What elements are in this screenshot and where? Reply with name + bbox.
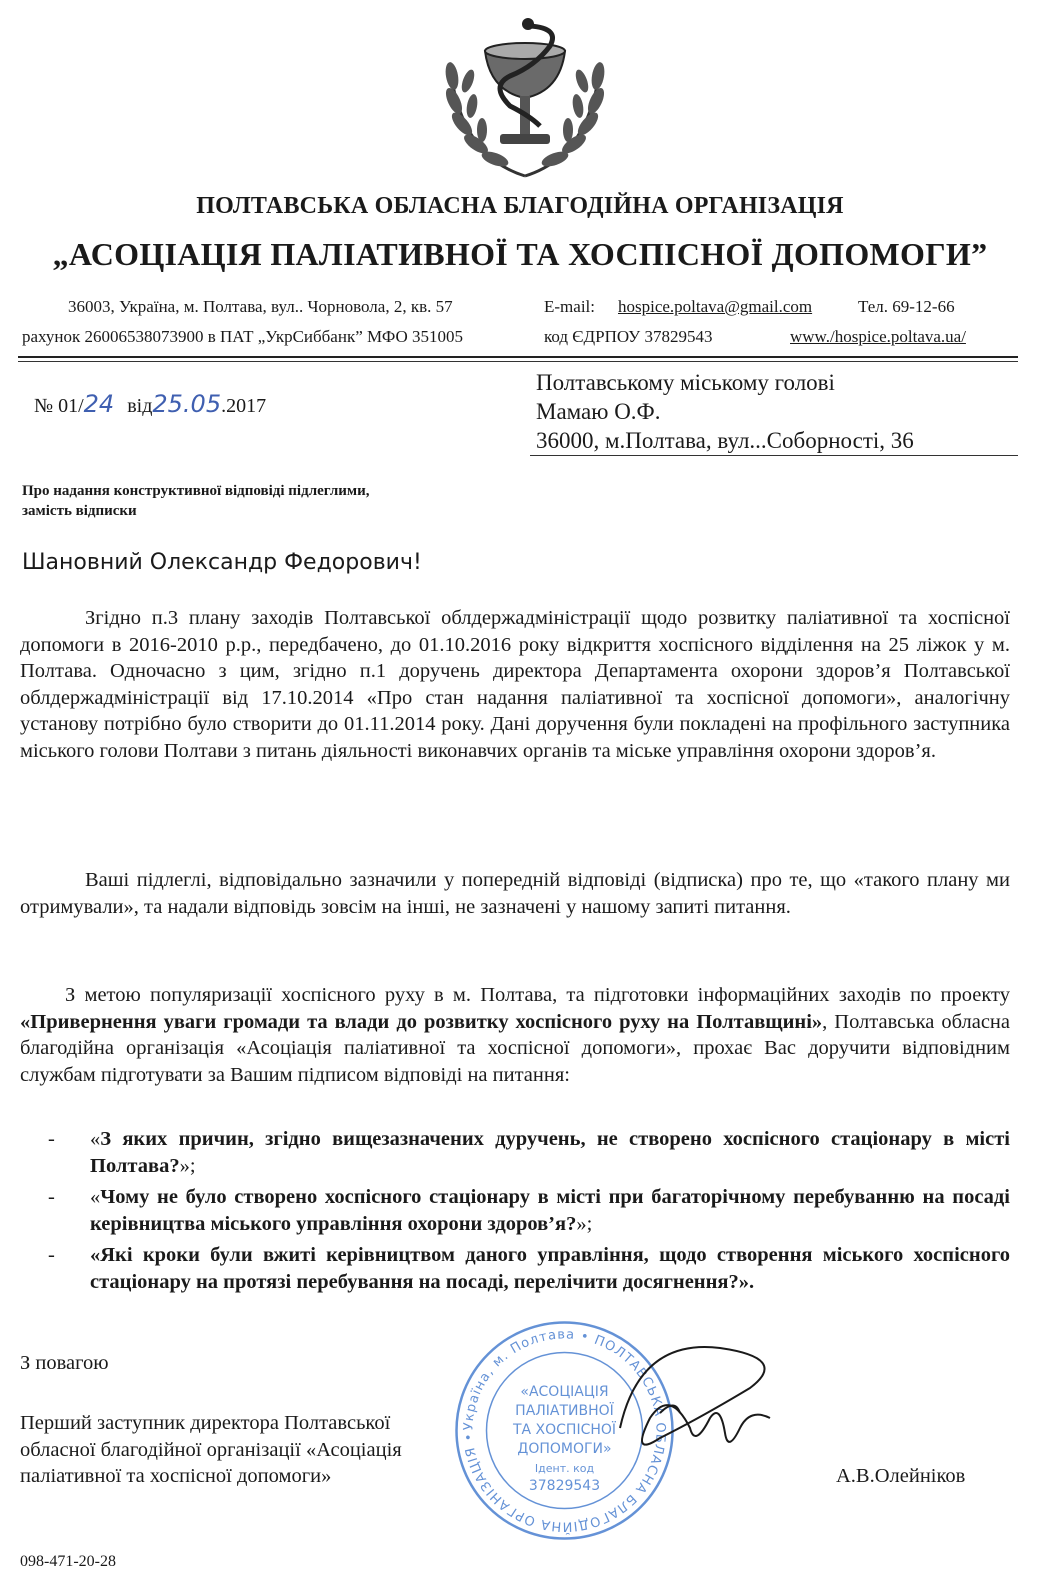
regards: З повагою [20,1352,109,1374]
quote-close: »; [576,1212,593,1235]
list-item [48,1184,1010,1237]
question-text: З яких причин, згідно вищезазначених дуручень, не створено хоспісного стаціонару в місті Полтава? [90,1128,1010,1177]
question-text: «Які кроки були вжиті керівництвом даного управління, щодо створення міського хоспісного стаціонару на протязі перебування на посаді, перелічити досягнення?». [90,1244,1010,1293]
handwritten-letter-number: 24 [83,390,115,418]
letter-number-prefix: № 01/ [34,395,84,417]
stamp-center-line2: ПАЛІАТИВНОЇ [515,1403,614,1419]
body-paragraph-3 [20,982,1010,1088]
email-label: E-mail: [544,297,595,316]
paragraph-3-request: , Полтавська обласна благодійна організація «Асоціація паліативної та хоспісної допомоги», прохає Вас доручити відповідним службам підготувати за Вашим підписом відповіді на питання: [20,1010,1010,1086]
subject-line2: замість відписки [22,503,137,519]
organization-name-line1: ПОЛТАВСЬКА ОБЛАСНА БЛАГОДІЙНА ОРГАНІЗАЦІЯ [196,193,844,219]
list-dash: - [48,1186,55,1208]
recipient-line2: Мамаю О.Ф. [536,399,661,424]
position-line3: паліативної та хоспісної допомоги» [20,1465,332,1487]
stamp-ring-text: Україна, м. Полтава • ПОЛТАВСЬКА ОБЛАСНА БЛАГОДІЙНА ОРГАНІЗАЦІЯ • [461,1327,668,1534]
recipient-underline [530,455,1018,456]
paragraph-1-text: Згідно п.3 плану заходів Полтавської облдержадміністрації щодо розвитку паліативної та хоспісної допомоги в 2016-2010 р.р., передбачено, до 01.10.2016 року відкриття хоспісного відділення на 25 ліжок у м. Полтава. Одночасно з цим, згідно п.1 доручень директора Департамента охорони здоров’я Полтавської облдержадміністрації від 17.10.2014 «Про стан надання паліативної та хоспісної допомоги», аналогічну установу потрібно було створити до 01.11.2014 року. Дані доручення були покладені на профільного заступника міського голови Полтави з питань діяльності виконавчих органів та міське управління охорони здоров’я. [20,607,1010,762]
bank-account: рахунок 26006538073900 в ПАТ „УкрСиббанк” МФО 351005 [22,327,464,346]
edrpou-code: код ЄДРПОУ 37829543 [544,327,713,346]
list-dash: - [48,1244,55,1266]
quote-close: »; [179,1154,196,1177]
quote-open: « [90,1128,101,1150]
stamp-center-line4: ДОПОМОГИ» [517,1441,612,1457]
stamp-center-line3: ТА ХОСПІСНОЇ [512,1422,617,1438]
recipient-line1: Полтавському міському голові [536,370,835,395]
subject-line1: Про надання конструктивної відповіді підлеглими, [22,483,370,499]
signer-name: А.В.Олейніков [836,1465,966,1487]
subject-block [22,481,369,521]
stamp-code-label: Ідент. код [534,1462,595,1475]
greeting: Шановний Олександр Федорович! [22,550,422,575]
signer-position-block [20,1410,402,1490]
footer-phone: 098-471-20-28 [20,1553,116,1570]
date-prefix: від [127,395,153,417]
bowl-of-hygieia-logo-icon [430,6,620,186]
list-item [48,1126,1010,1179]
email-link[interactable]: hospice.poltava@gmail.com [618,297,813,316]
recipient-line3: 36000, м.Полтава, вул...Соборності, 36 [536,428,914,453]
position-line2: обласної благодійної організації «Асоціація [20,1438,402,1461]
question-text: Чому не було створено хоспісного стаціонару в місті при багаторічному перебуванню на посаді керівництва міського управління охорони здоров’я? [90,1186,1010,1235]
list-item [48,1242,1010,1295]
questions-list [48,1126,1010,1300]
handwritten-date: 25.05 [152,390,222,418]
website-link[interactable]: www./hospice.poltava.ua/ [790,327,966,346]
letter-year: .2017 [221,395,267,417]
paragraph-3-intro: З метою популяризації хоспісного руху в м. Полтава, та підготовки інформаційних заходів по проекту [65,984,1010,1006]
paragraph-2-text: Ваші підлеглі, відповідально зазначили у попередній відповіді (відписка) про те, що «такого плану ми отримували», та надали відповідь зовсім на інші, не зазначені у нашому запиті питання. [20,869,1010,918]
letter-reference [34,390,266,418]
stamp-center-line1: «АСОЦІАЦІЯ [520,1384,609,1400]
organization-name-line2: „АСОЦІАЦІЯ ПАЛІАТИВНОЇ ТА ХОСПІСНОЇ ДОПОМОГИ” [52,236,988,272]
quote-open: « [90,1186,101,1208]
organization-address: 36003, Україна, м. Полтава, вул.. Чорновола, 2, кв. 57 [68,297,453,316]
project-title: «Привернення уваги громади та влади до розвитку хоспісного руху на Полтавщині» [20,1010,823,1033]
list-dash: - [48,1128,55,1150]
handwritten-signature [600,1318,790,1478]
body-paragraph-2 [20,867,1010,920]
body-paragraph-1 [20,605,1010,764]
phone-number: Тел. 69-12-66 [858,297,955,316]
header-divider-thin [18,361,1018,362]
header-divider [18,356,1018,358]
position-line1: Перший заступник директора Полтавської [20,1412,391,1434]
stamp-code: 37829543 [528,1478,601,1494]
